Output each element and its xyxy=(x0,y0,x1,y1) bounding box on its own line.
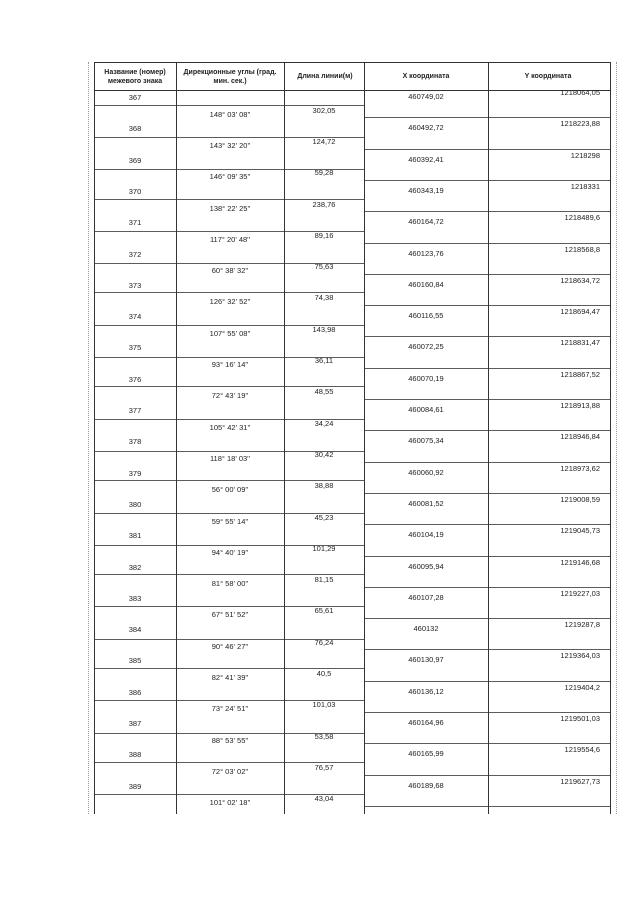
direction-angle: 118° 18' 03'' xyxy=(209,453,251,463)
x-coordinate: 460132 xyxy=(413,624,439,634)
line-length: 74,38 xyxy=(314,293,334,303)
line-length: 124,72 xyxy=(312,136,336,146)
x-coordinate: 460130,97 xyxy=(408,655,444,665)
line-length: 48,55 xyxy=(314,387,334,397)
point-name: 376 xyxy=(128,374,142,384)
direction-angle: 72° 03' 02'' xyxy=(211,766,249,776)
direction-angle: 126° 32' 52'' xyxy=(209,297,251,307)
column-divider xyxy=(610,62,611,814)
y-coordinate: 1218064,05 xyxy=(560,88,600,97)
row-separator xyxy=(364,117,610,118)
x-coordinate: 460189,68 xyxy=(408,780,444,790)
line-length: 81,15 xyxy=(314,575,334,585)
row-separator xyxy=(364,368,610,369)
direction-angle: 138° 22' 25'' xyxy=(209,203,251,213)
y-coordinate: 1218867,52 xyxy=(560,369,600,379)
x-coordinate: 460492,72 xyxy=(408,123,444,133)
direction-angle: 146° 09' 35'' xyxy=(209,172,251,182)
point-name: 369 xyxy=(128,155,142,165)
line-length: 34,24 xyxy=(314,418,334,428)
row-separator xyxy=(364,649,610,650)
x-coordinate: 460075,34 xyxy=(408,436,444,446)
point-name: 382 xyxy=(128,562,142,572)
x-coordinate: 460164,72 xyxy=(408,217,444,227)
point-name: 370 xyxy=(128,186,142,196)
row-separator xyxy=(364,305,610,306)
row-separator xyxy=(364,211,610,212)
y-coordinate: 1219501,03 xyxy=(560,714,600,723)
point-name: 379 xyxy=(128,468,142,478)
y-coordinate: 1219227,03 xyxy=(560,588,600,598)
direction-angle: 143° 32' 20'' xyxy=(209,140,251,150)
y-coordinate: 1219045,73 xyxy=(560,526,600,536)
header-angle: Дирекционные углы (град. мин. сек.) xyxy=(183,69,277,85)
direction-angle: 93° 16' 14'' xyxy=(211,360,249,370)
row-separator xyxy=(364,430,610,431)
y-coordinate: 1219627,73 xyxy=(560,776,600,786)
line-length: 59,28 xyxy=(314,168,334,178)
x-coordinate: 460095,94 xyxy=(408,561,444,571)
x-coordinate: 460116,55 xyxy=(408,311,444,321)
point-name: 371 xyxy=(128,218,142,228)
row-separator xyxy=(364,618,610,619)
point-name: 378 xyxy=(128,437,142,447)
direction-angle: 90° 46' 27'' xyxy=(211,641,249,651)
row-separator xyxy=(364,775,610,776)
x-coordinate: 460165,99 xyxy=(408,749,444,759)
x-coordinate: 460136,12 xyxy=(408,686,444,696)
point-name: 381 xyxy=(128,531,142,541)
y-coordinate: 1218489,6 xyxy=(564,213,600,223)
x-coordinate: 460749,02 xyxy=(408,92,444,101)
line-length: 65,61 xyxy=(314,606,334,616)
point-name: 388 xyxy=(128,750,142,760)
point-name: 386 xyxy=(128,687,142,697)
point-name: 373 xyxy=(128,280,142,290)
line-length: 40,5 xyxy=(316,669,332,679)
direction-angle: 148° 03' 08'' xyxy=(209,109,251,119)
x-coordinate: 460084,61 xyxy=(408,405,444,414)
line-length: 36,11 xyxy=(314,356,334,366)
line-length: 143,98 xyxy=(312,324,336,334)
y-coordinate: 1218298 xyxy=(570,150,600,160)
point-name: 375 xyxy=(128,343,142,353)
line-length: 76,57 xyxy=(314,762,334,772)
y-coordinate: 1218973,62 xyxy=(560,463,600,473)
y-coordinate: 1218913,88 xyxy=(560,401,600,410)
row-separator xyxy=(364,462,610,463)
direction-angle: 88° 53' 55'' xyxy=(211,735,249,745)
y-coordinate: 1219404,2 xyxy=(564,682,600,692)
y-coordinate: 1218568,8 xyxy=(564,244,600,254)
row-separator xyxy=(364,399,610,400)
direction-angle: 101° 02' 18'' xyxy=(209,798,251,808)
x-coordinate: 460160,84 xyxy=(408,279,444,289)
point-name: 389 xyxy=(128,781,142,791)
row-separator xyxy=(364,681,610,682)
line-length: 76,24 xyxy=(314,637,334,647)
row-separator xyxy=(364,712,610,713)
y-coordinate: 1218331 xyxy=(570,181,600,191)
y-coordinate: 1218634,72 xyxy=(560,275,600,285)
row-separator xyxy=(364,336,610,337)
direction-angle: 73° 24' 51'' xyxy=(211,704,249,714)
point-name: 372 xyxy=(128,249,142,259)
header-length: Длина линии(м) xyxy=(297,73,353,80)
row-separator xyxy=(364,149,610,150)
point-name: 374 xyxy=(128,312,142,322)
row-separator xyxy=(364,587,610,588)
row-separator xyxy=(364,493,610,494)
direction-angle: 81° 58' 00'' xyxy=(211,579,249,589)
point-name: 383 xyxy=(128,593,142,603)
line-length: 238,76 xyxy=(312,199,336,209)
x-coordinate: 460060,92 xyxy=(408,467,444,477)
y-coordinate: 1218694,47 xyxy=(560,307,600,317)
point-name: 367 xyxy=(128,93,142,102)
y-coordinate: 1219146,68 xyxy=(560,557,600,567)
header-y: Y координата xyxy=(524,73,572,80)
x-coordinate: 460164,96 xyxy=(408,718,444,727)
table-top-border xyxy=(94,62,610,63)
point-name: 387 xyxy=(128,719,142,728)
line-length: 101,03 xyxy=(312,700,336,710)
header-x: X координата xyxy=(402,73,450,80)
line-length: 45,23 xyxy=(314,512,334,522)
line-length: 43,04 xyxy=(314,794,334,804)
line-length: 38,88 xyxy=(314,481,334,491)
line-length: 101,29 xyxy=(312,543,336,553)
x-coordinate: 460081,52 xyxy=(408,498,444,508)
line-length: 53,58 xyxy=(314,731,334,741)
line-length: 75,63 xyxy=(314,262,334,272)
x-coordinate: 460107,28 xyxy=(408,592,444,602)
y-coordinate: 1219364,03 xyxy=(560,651,600,661)
y-coordinate: 1219554,6 xyxy=(564,745,600,755)
direction-angle: 67° 51' 52'' xyxy=(211,610,249,620)
direction-angle: 72° 43' 19'' xyxy=(211,391,249,401)
row-separator xyxy=(364,274,610,275)
row-separator xyxy=(364,806,610,807)
x-coordinate: 460123,76 xyxy=(408,248,444,258)
x-coordinate: 460104,19 xyxy=(408,530,444,540)
direction-angle: 82° 41' 39'' xyxy=(211,673,249,683)
direction-angle: 59° 55' 14'' xyxy=(211,516,249,526)
line-length: 30,42 xyxy=(314,449,334,459)
x-coordinate: 460070,19 xyxy=(408,373,444,383)
y-coordinate: 1218946,84 xyxy=(560,432,600,442)
header-name: Название (номер) межевого знака xyxy=(104,69,166,85)
direction-angle: 107° 55' 08'' xyxy=(209,328,251,338)
row-separator xyxy=(364,524,610,525)
direction-angle: 105° 42' 31'' xyxy=(209,422,251,432)
line-length: 302,05 xyxy=(312,105,336,115)
scan-edge-right xyxy=(616,62,617,814)
point-name: 384 xyxy=(128,625,142,635)
y-coordinate: 1218831,47 xyxy=(560,338,600,348)
x-coordinate: 460343,19 xyxy=(408,185,444,195)
y-coordinate: 1218223,88 xyxy=(560,119,600,129)
direction-angle: 56° 00' 09'' xyxy=(211,485,249,495)
y-coordinate: 1219287,8 xyxy=(564,620,600,630)
row-separator xyxy=(364,180,610,181)
point-name: 377 xyxy=(128,406,142,415)
point-name: 385 xyxy=(128,656,142,666)
y-coordinate: 1219008,59 xyxy=(560,494,600,504)
line-length: 89,16 xyxy=(314,230,334,240)
point-name: 380 xyxy=(128,499,142,509)
x-coordinate: 460072,25 xyxy=(408,342,444,352)
row-separator xyxy=(364,743,610,744)
direction-angle: 117° 20' 48'' xyxy=(209,234,251,244)
row-separator xyxy=(364,243,610,244)
direction-angle: 60° 38' 32'' xyxy=(211,266,249,276)
x-coordinate: 460392,41 xyxy=(408,154,444,164)
row-separator xyxy=(364,556,610,557)
scan-edge-left xyxy=(88,62,89,814)
direction-angle: 94° 40' 19'' xyxy=(211,547,249,557)
point-name: 368 xyxy=(128,124,142,134)
